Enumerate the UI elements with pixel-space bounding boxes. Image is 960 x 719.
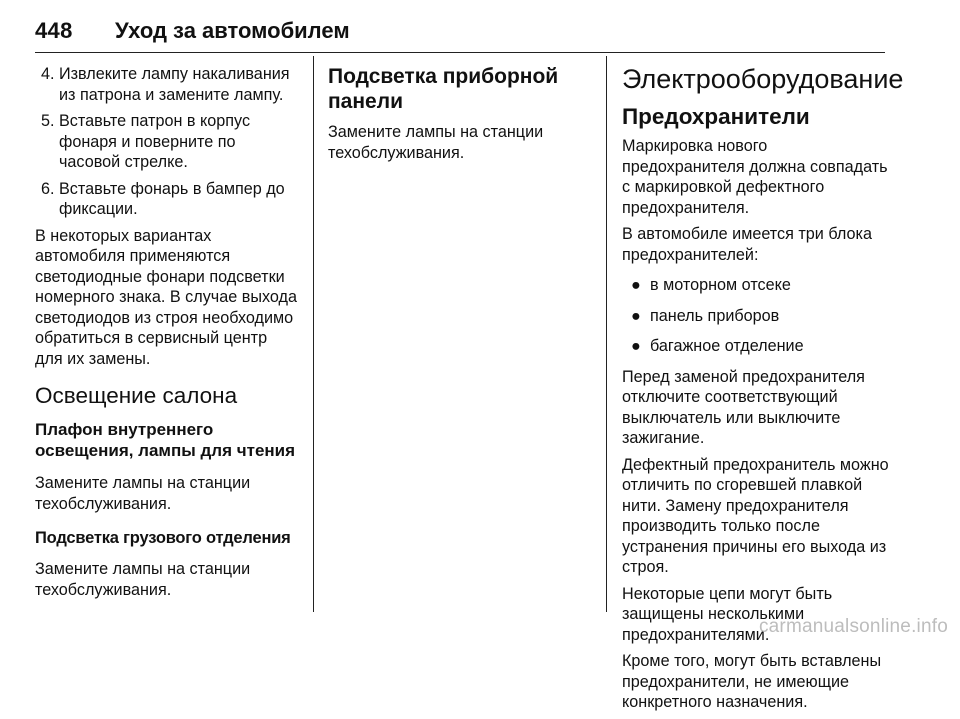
paragraph-multiple-fuses: Некоторые цепи могут быть защищены несколькими предохранителями.: [622, 584, 833, 644]
step-item: [35, 64, 297, 105]
column-left: [35, 64, 297, 606]
step-item: [35, 179, 297, 220]
step-number: 6.: [41, 179, 55, 198]
paragraph-cargo-light: Замените лампы на станции техобслуживания.: [35, 560, 251, 599]
paragraph-fuse-blocks: В автомобиле имеется три блока предохранителей:: [622, 225, 872, 264]
page-title: Уход за автомобилем: [115, 18, 350, 43]
list-item-text: в моторном отсеке: [650, 276, 791, 294]
bullet-icon: ●: [631, 337, 641, 355]
paragraph-led-lights: В некоторых вариантах автомобиля применяются светодиодные фонари подсветки номерного знака. В случае выхода светодиодов из строя необходимо обратиться в сервисный центр для их замены.: [35, 226, 297, 368]
page-header: [35, 18, 885, 53]
section-heading-electrical: Электрооборудование: [622, 64, 904, 94]
paragraph-instrument-panel: Замените лампы на станции техобслуживания.: [328, 123, 544, 162]
subheading-fuses: Предохранители: [622, 104, 810, 129]
step-text: Вставьте патрон в корпус фонаря и поверните по часовой стрелке.: [59, 112, 251, 171]
bullet-icon: ●: [631, 306, 641, 325]
step-text: Вставьте фонарь в бампер до фиксации.: [59, 179, 285, 218]
paragraph-spare-fuses: Кроме того, могут быть вставлены предохранители, не имеющие конкретного назначения.: [622, 652, 882, 711]
column-divider: [606, 56, 607, 612]
column-middle: [328, 64, 590, 169]
paragraph-defective-fuse: Дефектный предохранитель можно отличить по сгоревшей плавкой нити. Замену предохранителя производить только после устранения причины его выхода из строя.: [622, 455, 889, 576]
step-item: [35, 111, 297, 173]
section-heading-interior-lighting: Освещение салона: [35, 383, 238, 408]
page-number: 448: [35, 18, 73, 43]
paragraph-switch-off: Перед заменой предохранителя отключите соответствующий выключатель или выключите зажигание.: [622, 367, 865, 447]
step-number: 4.: [41, 65, 55, 83]
column-divider: [313, 56, 314, 612]
list-item-text: багажное отделение: [650, 337, 804, 355]
list-item-text: панель приборов: [650, 306, 780, 325]
watermark: carmanualsonline.info: [758, 616, 948, 637]
subheading-instrument-panel-lighting: Подсветка приборной панели: [328, 65, 559, 113]
list-item: [622, 306, 890, 327]
step-text: Извлеките лампу накаливания из патрона и замените лампу.: [59, 65, 290, 104]
list-item: [622, 336, 890, 357]
list-item: [622, 275, 890, 296]
bullet-icon: ●: [631, 276, 641, 294]
paragraph-fuse-marking: Маркировка нового предохранителя должна совпадать с маркировкой дефектного предохранителя.: [622, 137, 888, 217]
subheading-dome-light: Плафон внутреннего освещения, лампы для чтения: [35, 420, 296, 460]
paragraph-dome-light: Замените лампы на станции техобслуживания.: [35, 474, 251, 513]
subheading-cargo-light: Подсветка грузового отделения: [35, 529, 291, 547]
step-number: 5.: [41, 112, 55, 130]
